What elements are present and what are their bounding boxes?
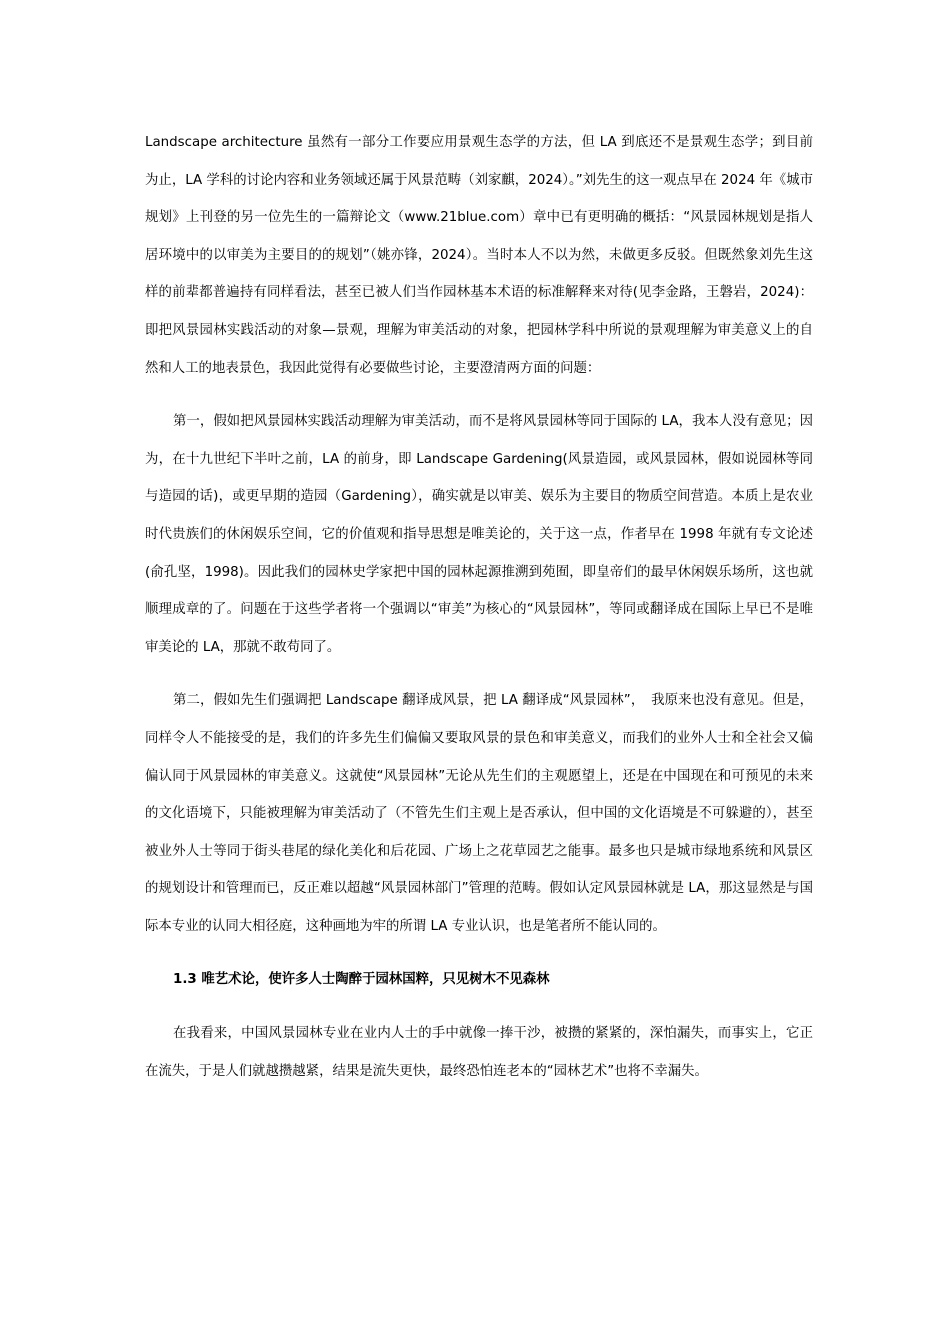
paragraph-intro: Landscape architecture 虽然有一部分工作要应用景观生态学的方法，但 LA 到底还不是景观生态学；到目前为止，LA 学科的讨论内容和业务领域还属于风景范畴（刘家麒，2024）。”刘先生的这一观点早在 2024 年《城市规划》上刊登的另一位先生的一篇辩论文（www.21blue.com）章中已有更明确的概括：“风景园林规划是指人居环境中的以审美为主要目的的规划”（姚亦锋，2024）。当时本人不以为然，未做更多反驳。但既然象刘先生这样的前辈都普遍持有同样看法，甚至已被人们当作园林基本术语的标准解释来对待(见李金路，王磐岩，2024)：即把风景园林实践活动的对象—景观，理解为审美活动的对象，把园林学科中所说的景观理解为审美意义上的自然和人工的地表景色，我因此觉得有必要做些讨论，主要澄清两方面的问题：: [145, 135, 813, 376]
paragraph-second-point: 第二，假如先生们强调把 Landscape 翻译成风景，把 LA 翻译成“风景园林”， 我原来也没有意见。但是，同样令人不能接受的是，我们的许多先生们偏偏又要取风景的景色和审美意义，而我们的业外人士和全社会又偏偏认同于风景园林的审美意义。这就使“风景园林”无论从先生们的主观愿望上，还是在中国现在和可预见的未来的文化语境下，只能被理解为审美活动了（不管先生们主观上是否承认，但中国的文化语境是不可躲避的），甚至被业外人士等同于街头巷尾的绿化美化和后花园、广场上之花草园艺之能事。最多也只是城市绿地系统和风景区的规划设计和管理而已，反正难以超越“风景园林部门”管理的范畴。假如认定风景园林就是 LA，那这显然是与国际本专业的认同大相径庭，这种画地为牢的所谓 LA 专业认识，也是笔者所不能认同的。: [145, 693, 813, 934]
paragraph-gap: [145, 387, 813, 403]
section-heading: 1.3 唯艺术论，使许多人士陶醉于园林国粹，只见树木不见森林: [173, 972, 550, 988]
paragraph-gap: [145, 666, 813, 682]
paragraph-gap: [145, 945, 813, 961]
paragraph-final: 在我看来，中国风景园林专业在业内人士的手中就像一捧干沙，被攒的紧紧的，深怕漏失，而事实上，它正在流失，于是人们就越攒越紧，结果是流失更快，最终恐怕连老本的“园林艺术”也将不幸漏失。: [145, 1026, 813, 1079]
paragraph-first-point: 第一，假如把风景园林实践活动理解为审美活动，而不是将风景园林等同于国际的 LA，我本人没有意见；因为，在十九世纪下半叶之前，LA 的前身，即 Landscape Gardening(风景造园，或风景园林，假如说园林等同与造园的话)，或更早期的造园（Gardening），确实就是以审美、娱乐为主要目的物质空间营造。本质上是农业时代贵族们的休闲娱乐空间，它的价值观和指导思想是唯美论的，关于这一点，作者早在 1998 年就有专文论述(俞孔坚，1998)。因此我们的园林史学家把中国的园林起源推溯到苑囿，即皇帝们的最早休闲娱乐场所，这也就顺理成章的了。问题在于这些学者将一个强调以“审美”为核心的“风景园林”，等同或翻译成在国际上早已不是唯审美论的 LA，那就不敢苟同了。: [145, 414, 813, 655]
document-body: [145, 124, 813, 1090]
paragraph-gap: [145, 999, 813, 1015]
